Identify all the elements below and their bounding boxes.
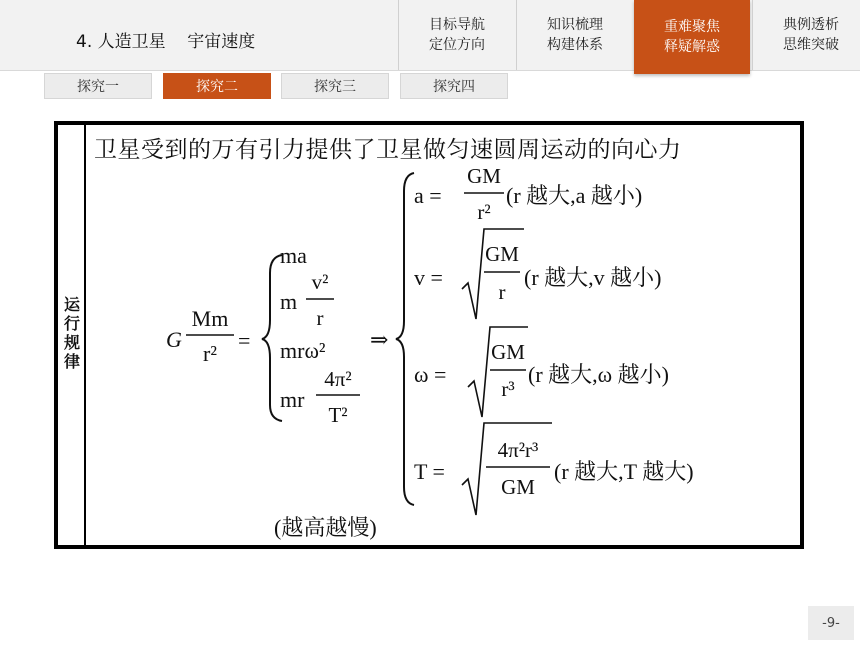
result-t-sqrt [462,423,552,515]
result-t-var: T = [414,459,445,484]
result-a-note: (r 越大,a 越小) [506,183,643,208]
subtab-explore-2[interactable]: 探究二 [163,73,271,99]
result-a-num: GM [467,164,501,188]
nav-objectives[interactable]: 目标导航 定位方向 [398,0,515,70]
option-mr: mr [280,387,305,412]
result-w-note: (r 越大,ω 越小) [528,362,669,387]
result-t-num: 4π²r³ [497,438,539,462]
option-t2: T² [328,403,348,427]
result-w-num: GM [491,340,525,364]
nav-examples[interactable]: 典例透析 思维突破 [752,0,860,70]
result-a-den: r² [477,200,491,224]
results-brace [396,173,414,505]
equals-sign: = [238,328,251,353]
lesson-title: 4. 人造卫星 宇宙速度 [76,32,256,52]
result-v-note: (r 越大,v 越小) [524,265,662,290]
option-mv-m: m [280,289,298,314]
headline: 卫星受到的万有引力提供了卫星做匀速圆周运动的向心力 [94,137,682,162]
options-brace [262,255,282,421]
result-v-den: r [498,280,506,304]
subtab-explore-4[interactable]: 探究四 [400,73,508,99]
lhs-numerator: Mm [191,306,229,331]
lhs-g: G [166,327,182,352]
subtab-explore-3[interactable]: 探究三 [281,73,389,99]
result-v-num: GM [485,242,519,266]
option-v2: v² [311,270,329,294]
option-mrw2: mrω² [280,338,326,363]
result-a-var: a = [414,183,442,208]
implies-arrow: ⇒ [370,327,389,352]
nav-key-points[interactable]: 重难聚焦 释疑解惑 [634,0,750,74]
nav-knowledge[interactable]: 知识梳理 构建体系 [516,0,633,70]
result-t-den: GM [501,475,535,499]
formula-board [54,121,804,549]
lhs-denominator: r² [203,341,217,366]
result-v-var: v = [414,265,443,290]
subtab-explore-1[interactable]: 探究一 [44,73,152,99]
side-label: 运行规律 [63,295,80,371]
option-ma: ma [280,243,307,268]
formula-diagram [58,125,800,545]
footer-note: (越高越慢) [274,515,377,540]
result-w-den: r³ [501,377,515,401]
option-r: r [316,306,324,330]
result-w-var: ω = [414,362,447,387]
page-number: -9- [808,606,854,640]
result-t-note: (r 越大,T 越大) [554,459,694,484]
option-4pi2: 4π² [324,367,352,391]
top-bar [0,0,860,71]
